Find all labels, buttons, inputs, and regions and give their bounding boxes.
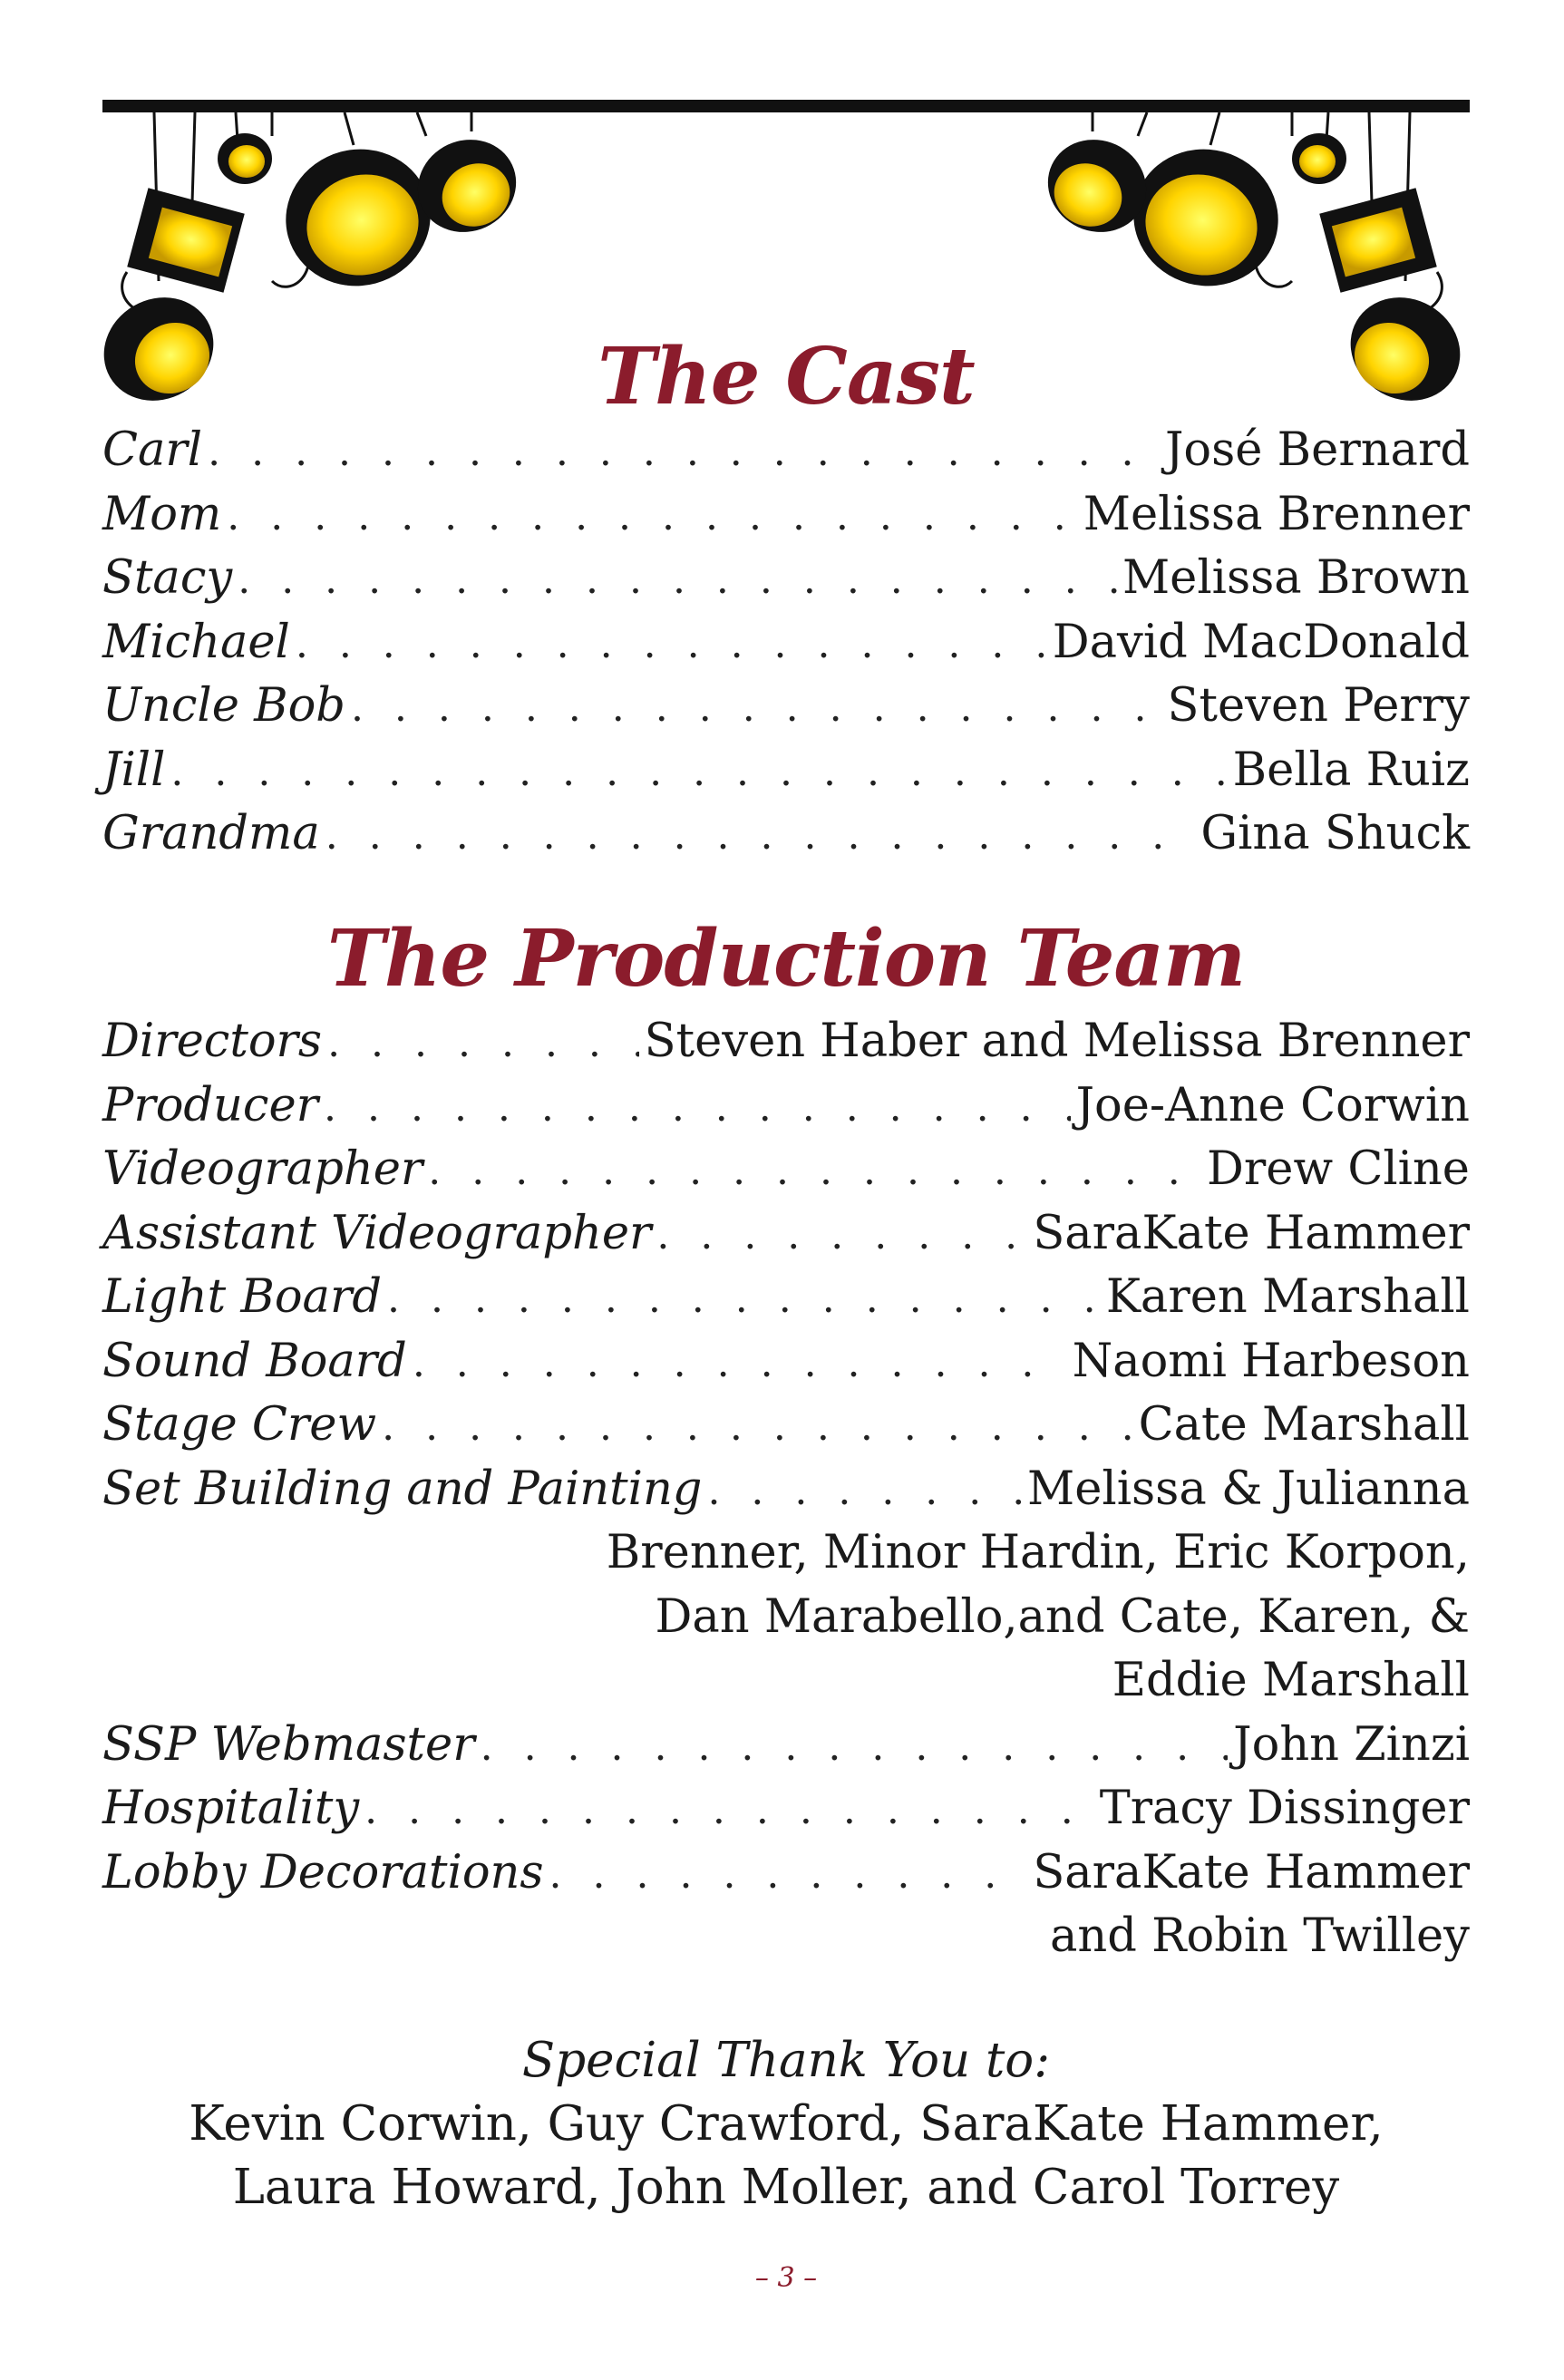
credit-name: Melissa Brown (1122, 551, 1470, 605)
credit-role: Michael (102, 615, 290, 669)
dot-leader (351, 676, 1162, 741)
credit-row (102, 1074, 1470, 1139)
left-spotlight-3 (218, 133, 272, 184)
credit-row (102, 611, 1470, 675)
credit-role: Carl (102, 423, 203, 477)
credit-name: John Zinzi (1233, 1717, 1470, 1772)
special-thanks (102, 2029, 1470, 2220)
dot-leader (324, 1076, 1071, 1141)
dot-leader (382, 1395, 1133, 1460)
credit-role: Stacy (102, 551, 233, 605)
credit-role: SSP Webmaster (102, 1717, 475, 1772)
dot-leader (707, 1460, 1022, 1524)
dot-leader (227, 485, 1077, 549)
credit-name: Gina Shuck (1200, 807, 1470, 860)
credit-name-continued: Eddie Marshall (1112, 1654, 1470, 1707)
credit-name: Steven Haber and Melissa Brenner (644, 1015, 1470, 1068)
special-thanks-heading: Special Thank You to: (521, 2033, 1051, 2088)
dot-leader (656, 1204, 1027, 1268)
credit-role: Set Building and Painting (102, 1462, 703, 1516)
dot-leader (327, 1012, 639, 1076)
credit-name: David MacDonald (1052, 615, 1470, 669)
dot-leader (325, 804, 1196, 869)
dot-leader (413, 1332, 1067, 1396)
credit-name: Naomi Harbeson (1072, 1334, 1470, 1388)
production-team-heading: The Production Team (326, 913, 1246, 1005)
production-team-list (102, 1010, 1470, 1969)
credit-role: Mom (102, 487, 222, 541)
credit-role: Assistant Videographer (102, 1206, 652, 1260)
credit-role: Jill (102, 743, 166, 797)
credit-name: Cate Marshall (1138, 1398, 1470, 1452)
dot-leader (170, 741, 1227, 805)
credit-row (102, 483, 1470, 548)
credit-role: Hospitality (102, 1782, 360, 1835)
credit-row (102, 1202, 1470, 1267)
credit-row (102, 419, 1470, 483)
dot-leader (238, 549, 1117, 613)
credit-name: SaraKate Hammer (1033, 1845, 1470, 1899)
credit-row (102, 1010, 1470, 1074)
dot-leader (387, 1268, 1101, 1332)
credit-name: Joe-Anne Corwin (1075, 1078, 1470, 1132)
credit-role: Producer (102, 1078, 319, 1132)
credit-role: Sound Board (102, 1334, 407, 1388)
credit-row (102, 1458, 1470, 1522)
credit-role: Uncle Bob (102, 679, 345, 733)
credit-name: Melissa & Julianna (1026, 1462, 1470, 1516)
credit-name: Karen Marshall (1105, 1270, 1470, 1324)
dot-leader (296, 613, 1047, 677)
credit-role: Stage Crew (102, 1398, 377, 1452)
credit-name-continued: Dan Marabello,and Cate, Karen, & (655, 1589, 1470, 1644)
left-spotlight-1 (270, 133, 445, 302)
left-spotlight-2 (127, 188, 245, 292)
cast-list (102, 419, 1470, 867)
credit-row (102, 547, 1470, 611)
dot-leader (481, 1715, 1229, 1780)
credit-row (102, 1394, 1470, 1458)
credit-role: Grandma (102, 807, 320, 860)
credit-name-continued: and Robin Twilley (1049, 1909, 1470, 1963)
dot-leader (364, 1779, 1094, 1843)
dot-leader (549, 1843, 1028, 1908)
credit-row (102, 1841, 1470, 1906)
credit-name: Drew Cline (1207, 1142, 1470, 1196)
credit-role: Lobby Decorations (102, 1845, 544, 1899)
credit-name: Bella Ruiz (1232, 743, 1470, 797)
credit-name: Tracy Dissinger (1099, 1782, 1470, 1835)
credit-row (102, 802, 1470, 867)
credit-name: Steven Perry (1167, 679, 1470, 733)
special-thanks-line: Kevin Corwin, Guy Crawford, SaraKate Hammer, (189, 2096, 1384, 2152)
credit-name: Melissa Brenner (1083, 487, 1470, 541)
credit-row (102, 1777, 1470, 1841)
dot-leader (208, 421, 1160, 485)
credit-row (102, 1714, 1470, 1778)
credit-role: Directors (102, 1015, 323, 1068)
special-thanks-line: Laura Howard, John Moller, and Carol Torrey (232, 2160, 1340, 2215)
page-number: – 3 – (754, 2262, 818, 2294)
credit-name-continued: Brenner, Minor Hardin, Eric Korpon, (606, 1526, 1470, 1579)
credit-row (102, 1138, 1470, 1202)
credit-row (102, 675, 1470, 739)
credit-row (102, 1330, 1470, 1394)
credit-role: Videographer (102, 1142, 423, 1196)
credit-row (102, 1266, 1470, 1330)
credit-name: José Bernard (1164, 423, 1470, 477)
credit-name: SaraKate Hammer (1033, 1206, 1470, 1260)
dot-leader (428, 1140, 1201, 1204)
lighting-truss-bar (102, 100, 1470, 112)
cast-heading: The Cast (597, 331, 975, 423)
credit-row (102, 739, 1470, 803)
credit-role: Light Board (102, 1270, 382, 1324)
